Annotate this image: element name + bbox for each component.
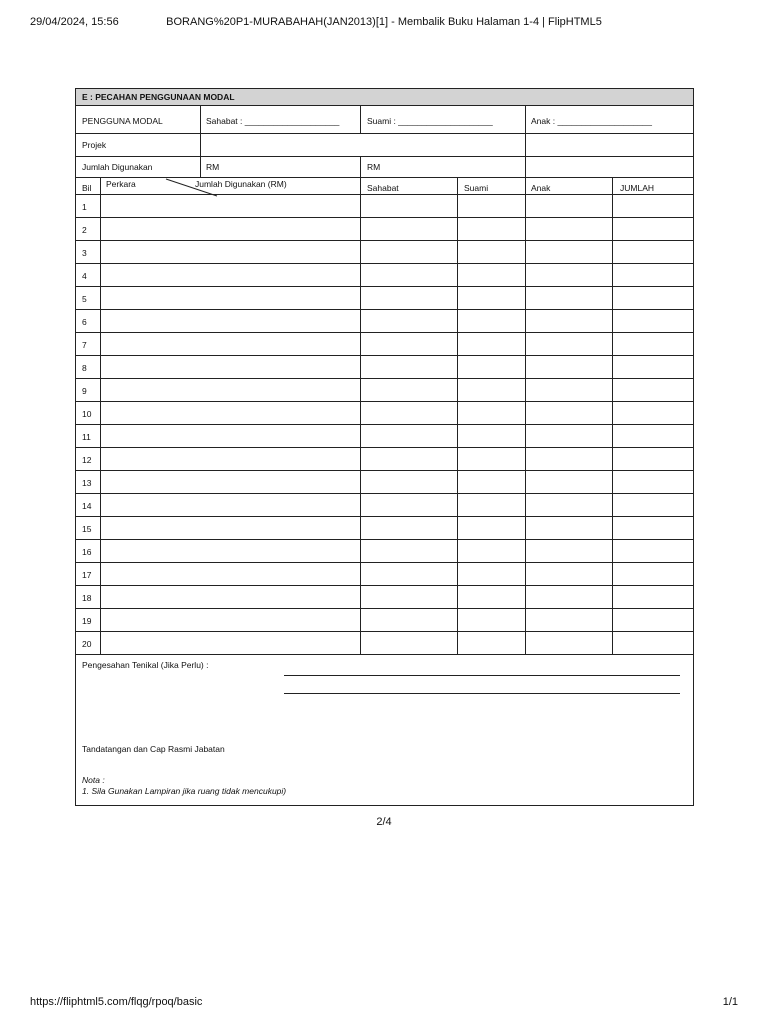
signature-line-2[interactable] bbox=[284, 693, 680, 694]
sahabat-cell[interactable] bbox=[360, 562, 457, 585]
sahabat-cell[interactable] bbox=[360, 424, 457, 447]
section-title: E : PECAHAN PENGGUNAAN MODAL bbox=[82, 92, 235, 102]
print-page-title: BORANG%20P1-MURABAHAH(JAN2013)[1] - Membalik Buku Halaman 1-4 | FlipHTML5 bbox=[166, 16, 602, 28]
suami-cell[interactable] bbox=[457, 539, 525, 562]
perkara-cell[interactable] bbox=[100, 194, 360, 217]
suami-cell[interactable] bbox=[457, 401, 525, 424]
rm-label-1: RM bbox=[206, 162, 220, 172]
suami-cell[interactable] bbox=[457, 309, 525, 332]
anak-cell[interactable] bbox=[525, 332, 612, 355]
suami-cell[interactable] bbox=[457, 424, 525, 447]
perkara-cell[interactable] bbox=[100, 217, 360, 240]
sahabat-cell[interactable] bbox=[360, 493, 457, 516]
jumlah-cell[interactable] bbox=[612, 470, 693, 493]
row-number: 3 bbox=[82, 248, 87, 258]
sahabat-cell[interactable] bbox=[360, 332, 457, 355]
signature-line-1[interactable] bbox=[284, 675, 680, 676]
perkara-cell[interactable] bbox=[100, 631, 360, 654]
perkara-cell[interactable] bbox=[100, 332, 360, 355]
anak-cell[interactable] bbox=[525, 631, 612, 654]
anak-cell[interactable] bbox=[525, 447, 612, 470]
sahabat-cell[interactable] bbox=[360, 240, 457, 263]
sahabat-cell[interactable] bbox=[360, 585, 457, 608]
anak-cell[interactable] bbox=[525, 401, 612, 424]
jumlah-cell[interactable] bbox=[612, 309, 693, 332]
page-indicator: 2/4 bbox=[376, 816, 392, 828]
print-datetime: 29/04/2024, 15:56 bbox=[30, 16, 119, 28]
perkara-cell[interactable] bbox=[100, 539, 360, 562]
pengguna-modal-label: PENGGUNA MODAL bbox=[82, 116, 163, 126]
perkara-cell[interactable] bbox=[100, 263, 360, 286]
suami-cell[interactable] bbox=[457, 516, 525, 539]
sahabat-cell[interactable] bbox=[360, 355, 457, 378]
anak-cell[interactable] bbox=[525, 355, 612, 378]
suami-cell[interactable] bbox=[457, 378, 525, 401]
row-number: 2 bbox=[82, 225, 87, 235]
sahabat-cell[interactable] bbox=[360, 378, 457, 401]
suami-cell[interactable] bbox=[457, 217, 525, 240]
row-number: 1 bbox=[82, 202, 87, 212]
sahabat-cell[interactable] bbox=[360, 631, 457, 654]
suami-cell[interactable] bbox=[457, 355, 525, 378]
perkara-cell[interactable] bbox=[100, 286, 360, 309]
row-number: 17 bbox=[82, 570, 92, 580]
perkara-cell[interactable] bbox=[100, 447, 360, 470]
perkara-cell[interactable] bbox=[100, 562, 360, 585]
perkara-cell[interactable] bbox=[100, 516, 360, 539]
row-number: 18 bbox=[82, 593, 92, 603]
sahabat-cell[interactable] bbox=[360, 309, 457, 332]
nota-label: Nota : bbox=[82, 775, 105, 785]
jumlah-cell[interactable] bbox=[612, 562, 693, 585]
anak-cell[interactable] bbox=[525, 562, 612, 585]
suami-cell[interactable] bbox=[457, 585, 525, 608]
anak-cell[interactable] bbox=[525, 539, 612, 562]
tandatangan-label: Tandatangan dan Cap Rasmi Jabatan bbox=[82, 744, 225, 754]
anak-cell[interactable] bbox=[525, 585, 612, 608]
projek-label: Projek bbox=[82, 140, 107, 150]
jumlah-cell[interactable] bbox=[612, 631, 693, 654]
anak-cell[interactable] bbox=[525, 309, 612, 332]
col-header-sahabat: Sahabat bbox=[367, 183, 399, 193]
jumlah-digunakan-label: Jumlah Digunakan bbox=[82, 162, 153, 172]
suami-cell[interactable] bbox=[457, 194, 525, 217]
perkara-cell[interactable] bbox=[100, 493, 360, 516]
print-page-count: 1/1 bbox=[722, 996, 738, 1008]
jumlah-cell[interactable] bbox=[612, 401, 693, 424]
jumlah-cell[interactable] bbox=[612, 217, 693, 240]
suami-cell[interactable] bbox=[457, 332, 525, 355]
sahabat-cell[interactable] bbox=[360, 194, 457, 217]
nota-text: 1. Sila Gunakan Lampiran jika ruang tidak mencukupi) bbox=[82, 786, 287, 796]
suami-cell[interactable] bbox=[457, 447, 525, 470]
row-number: 6 bbox=[82, 317, 87, 327]
anak-field[interactable]: Anak : ____________________ bbox=[531, 116, 653, 126]
sahabat-cell[interactable] bbox=[360, 470, 457, 493]
jumlah-cell[interactable] bbox=[612, 263, 693, 286]
jumlah-cell[interactable] bbox=[612, 585, 693, 608]
perkara-cell[interactable] bbox=[100, 401, 360, 424]
col-header-bil: Bil bbox=[82, 183, 92, 193]
vrule-info-col-2 bbox=[360, 105, 361, 133]
suami-cell[interactable] bbox=[457, 631, 525, 654]
sahabat-cell[interactable] bbox=[360, 217, 457, 240]
perkara-cell[interactable] bbox=[100, 240, 360, 263]
perkara-cell[interactable] bbox=[100, 355, 360, 378]
sahabat-cell[interactable] bbox=[360, 516, 457, 539]
row-number: 14 bbox=[82, 501, 92, 511]
sahabat-cell[interactable] bbox=[360, 447, 457, 470]
sahabat-cell[interactable] bbox=[360, 263, 457, 286]
pecahan-penggunaan-modal-form bbox=[75, 88, 694, 806]
sahabat-cell[interactable] bbox=[360, 539, 457, 562]
suami-cell[interactable] bbox=[457, 493, 525, 516]
jumlah-cell[interactable] bbox=[612, 286, 693, 309]
anak-cell[interactable] bbox=[525, 194, 612, 217]
col-header-jumlah: JUMLAH bbox=[620, 183, 655, 193]
rule-jumlah-bottom bbox=[76, 177, 693, 178]
sahabat-cell[interactable] bbox=[360, 608, 457, 631]
vrule-info-col-1 bbox=[200, 105, 201, 177]
pengesahan-label: Pengesahan Tenikal (Jika Perlu) : bbox=[82, 660, 209, 670]
vrule-jumlah-col-2 bbox=[360, 156, 361, 177]
perkara-cell[interactable] bbox=[100, 470, 360, 493]
print-url: https://fliphtml5.com/flqg/rpoq/basic bbox=[30, 996, 203, 1008]
vrule-info-col-3 bbox=[525, 105, 526, 177]
jumlah-cell[interactable] bbox=[612, 447, 693, 470]
jumlah-cell[interactable] bbox=[612, 493, 693, 516]
row-number: 19 bbox=[82, 616, 92, 626]
anak-cell[interactable] bbox=[525, 608, 612, 631]
anak-cell[interactable] bbox=[525, 217, 612, 240]
anak-cell[interactable] bbox=[525, 286, 612, 309]
jumlah-cell[interactable] bbox=[612, 539, 693, 562]
rule-projek-bottom bbox=[76, 156, 693, 157]
sahabat-cell[interactable] bbox=[360, 401, 457, 424]
row-number: 13 bbox=[82, 478, 92, 488]
row-number: 16 bbox=[82, 547, 92, 557]
row-number: 5 bbox=[82, 294, 87, 304]
perkara-cell[interactable] bbox=[100, 309, 360, 332]
col-header-perkara: Perkara bbox=[106, 179, 136, 189]
rm-label-2: RM bbox=[367, 162, 381, 172]
perkara-cell[interactable] bbox=[100, 585, 360, 608]
jumlah-cell[interactable] bbox=[612, 608, 693, 631]
jumlah-cell[interactable] bbox=[612, 424, 693, 447]
col-header-jumlah-rm: Jumlah Digunakan (RM) bbox=[195, 179, 287, 189]
sahabat-field[interactable]: Sahabat : ____________________ bbox=[206, 116, 340, 126]
anak-cell[interactable] bbox=[525, 240, 612, 263]
sahabat-cell[interactable] bbox=[360, 286, 457, 309]
jumlah-cell[interactable] bbox=[612, 378, 693, 401]
row-number: 9 bbox=[82, 386, 87, 396]
row-number: 4 bbox=[82, 271, 87, 281]
rule-row-20 bbox=[76, 654, 693, 655]
suami-cell[interactable] bbox=[457, 470, 525, 493]
rule-pengguna-bottom bbox=[76, 133, 693, 134]
row-number: 11 bbox=[82, 432, 91, 442]
jumlah-cell[interactable] bbox=[612, 355, 693, 378]
jumlah-cell[interactable] bbox=[612, 240, 693, 263]
suami-field[interactable]: Suami : ____________________ bbox=[367, 116, 493, 126]
row-number: 15 bbox=[82, 524, 92, 534]
row-number: 12 bbox=[82, 455, 92, 465]
anak-cell[interactable] bbox=[525, 493, 612, 516]
jumlah-cell[interactable] bbox=[612, 332, 693, 355]
row-number: 10 bbox=[82, 409, 92, 419]
perkara-cell[interactable] bbox=[100, 378, 360, 401]
row-number: 8 bbox=[82, 363, 87, 373]
suami-cell[interactable] bbox=[457, 240, 525, 263]
anak-cell[interactable] bbox=[525, 378, 612, 401]
suami-cell[interactable] bbox=[457, 263, 525, 286]
anak-cell[interactable] bbox=[525, 424, 612, 447]
row-number: 7 bbox=[82, 340, 87, 350]
anak-cell[interactable] bbox=[525, 470, 612, 493]
perkara-cell[interactable] bbox=[100, 424, 360, 447]
anak-cell[interactable] bbox=[525, 263, 612, 286]
col-header-suami: Suami bbox=[464, 183, 489, 193]
suami-cell[interactable] bbox=[457, 562, 525, 585]
row-number: 20 bbox=[82, 639, 92, 649]
suami-cell[interactable] bbox=[457, 286, 525, 309]
perkara-cell[interactable] bbox=[100, 608, 360, 631]
jumlah-cell[interactable] bbox=[612, 516, 693, 539]
suami-cell[interactable] bbox=[457, 608, 525, 631]
jumlah-cell[interactable] bbox=[612, 194, 693, 217]
col-header-anak: Anak bbox=[531, 183, 551, 193]
anak-cell[interactable] bbox=[525, 516, 612, 539]
